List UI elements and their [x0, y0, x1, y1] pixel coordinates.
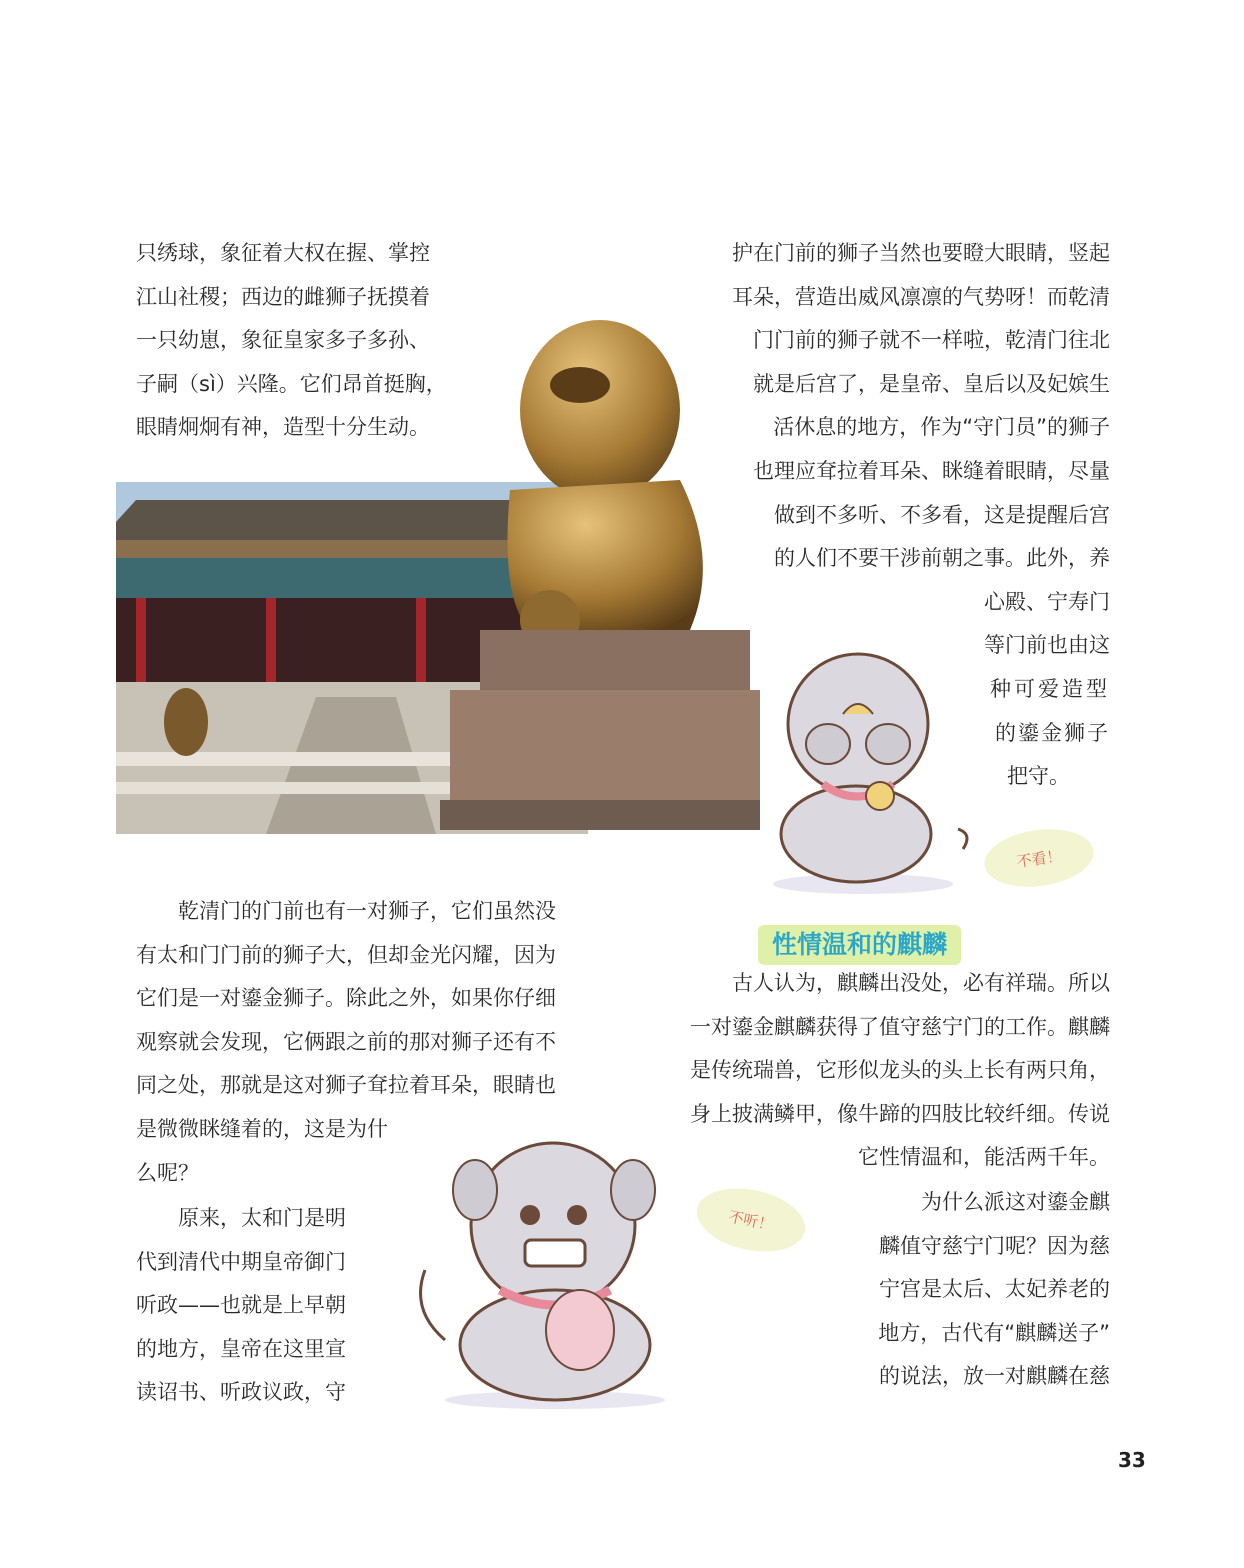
- text-line: 观察就会发现，它俩跟之前的那对狮子还有不: [136, 1029, 556, 1054]
- text-line: 就是后宫了，是皇帝、皇后以及妃嫔生: [753, 371, 1110, 396]
- text-line: 只绣球，象征着大权在握、掌控: [136, 241, 430, 265]
- text-line: 代到清代中期皇帝御门: [136, 1249, 346, 1274]
- text-line: 护在门前的狮子当然也要瞪大眼睛，竖起: [732, 241, 1110, 265]
- text-line: 子嗣（sì）兴隆。它们昂首挺胸，: [136, 371, 447, 396]
- page-number: 33: [1118, 1448, 1146, 1472]
- text-line: 麟值守慈宁门呢？因为慈: [879, 1233, 1110, 1258]
- text-line: 一只幼崽，象征皇家多子多孙、: [136, 328, 430, 353]
- text-line: 的说法，放一对麒麟在慈: [879, 1364, 1110, 1389]
- text-line: 的地方，皇帝在这里宣: [136, 1336, 346, 1361]
- text-line: 的人们不要干涉前朝之事。此外，养: [774, 546, 1110, 571]
- text-line: 心殿、宁寿门: [984, 589, 1110, 614]
- text-line: 有太和门门前的狮子大，但却金光闪耀，因为: [136, 942, 556, 967]
- text-line: 原来，太和门是明: [136, 1206, 346, 1230]
- text-line: 它们是一对鎏金狮子。除此之外，如果你仔细: [136, 986, 556, 1011]
- cartoon-lion-see-no-evil: [748, 634, 978, 896]
- text-line: 它性情温和，能活两千年。: [858, 1145, 1110, 1170]
- right-bottom-paragraph-2: [878, 1181, 1110, 1399]
- text-line: 眼睛炯炯有神，造型十分生动。: [136, 415, 430, 440]
- left-top-paragraph: [136, 232, 447, 450]
- text-line: 把守。: [1007, 764, 1070, 789]
- text-line: 宁宫是太后、太妃养老的: [879, 1277, 1110, 1302]
- text-line: 同之处，那就是这对狮子耷拉着耳朵，眼睛也: [136, 1073, 556, 1098]
- text-line: 是微微眯缝着的，这是为什: [136, 1116, 388, 1141]
- gilded-lion-photo: [440, 300, 760, 830]
- text-line: 听政——也就是上早朝: [136, 1293, 346, 1318]
- speech-bubble-dont-look: 不看！: [981, 823, 1098, 894]
- text-line: 等门前也由这: [984, 633, 1110, 658]
- cartoon-lion-hear-no-evil: [405, 1130, 695, 1410]
- text-line: 一对鎏金麒麟获得了值守慈宁门的工作。麒麟: [690, 1014, 1110, 1039]
- text-line: 是传统瑞兽，它形似龙头的头上长有两只角，: [690, 1058, 1110, 1083]
- text-line: 江山社稷；西边的雌狮子抚摸着: [136, 284, 430, 309]
- text-line: 么呢？: [136, 1160, 199, 1185]
- text-line: 为什么派这对鎏金麒: [921, 1190, 1110, 1214]
- text-line: 古人认为，麒麟出没处，必有祥瑞。所以: [732, 971, 1110, 995]
- left-bottom-paragraph-2: [136, 1197, 346, 1415]
- text-line: 也理应耷拉着耳朵、眯缝着眼睛，尽量: [753, 458, 1110, 483]
- text-line: 做到不多听、不多看，这是提醒后宫: [774, 502, 1110, 527]
- speech-bubble-dont-listen: 不听！: [691, 1179, 811, 1261]
- text-line: 读诏书、听政议政，守: [136, 1380, 346, 1405]
- text-line: 耳朵，营造出威风凛凛的气势呀！而乾清: [732, 284, 1110, 309]
- section-heading: 性情温和的麒麟: [758, 925, 961, 965]
- text-line: 身上披满鳞甲，像牛蹄的四肢比较纤细。传说: [690, 1101, 1110, 1126]
- text-line: 的鎏金狮子: [995, 720, 1110, 745]
- text-line: 门门前的狮子就不一样啦，乾清门往北: [753, 328, 1110, 353]
- text-line: 活休息的地方，作为“守门员”的狮子: [773, 415, 1110, 440]
- text-line: 乾清门的门前也有一对狮子，它们虽然没: [136, 899, 556, 923]
- right-bottom-paragraph-1: [690, 962, 1110, 1180]
- text-line: 种可爱造型: [990, 676, 1110, 701]
- text-line: 地方，古代有“麒麟送子”: [878, 1320, 1110, 1345]
